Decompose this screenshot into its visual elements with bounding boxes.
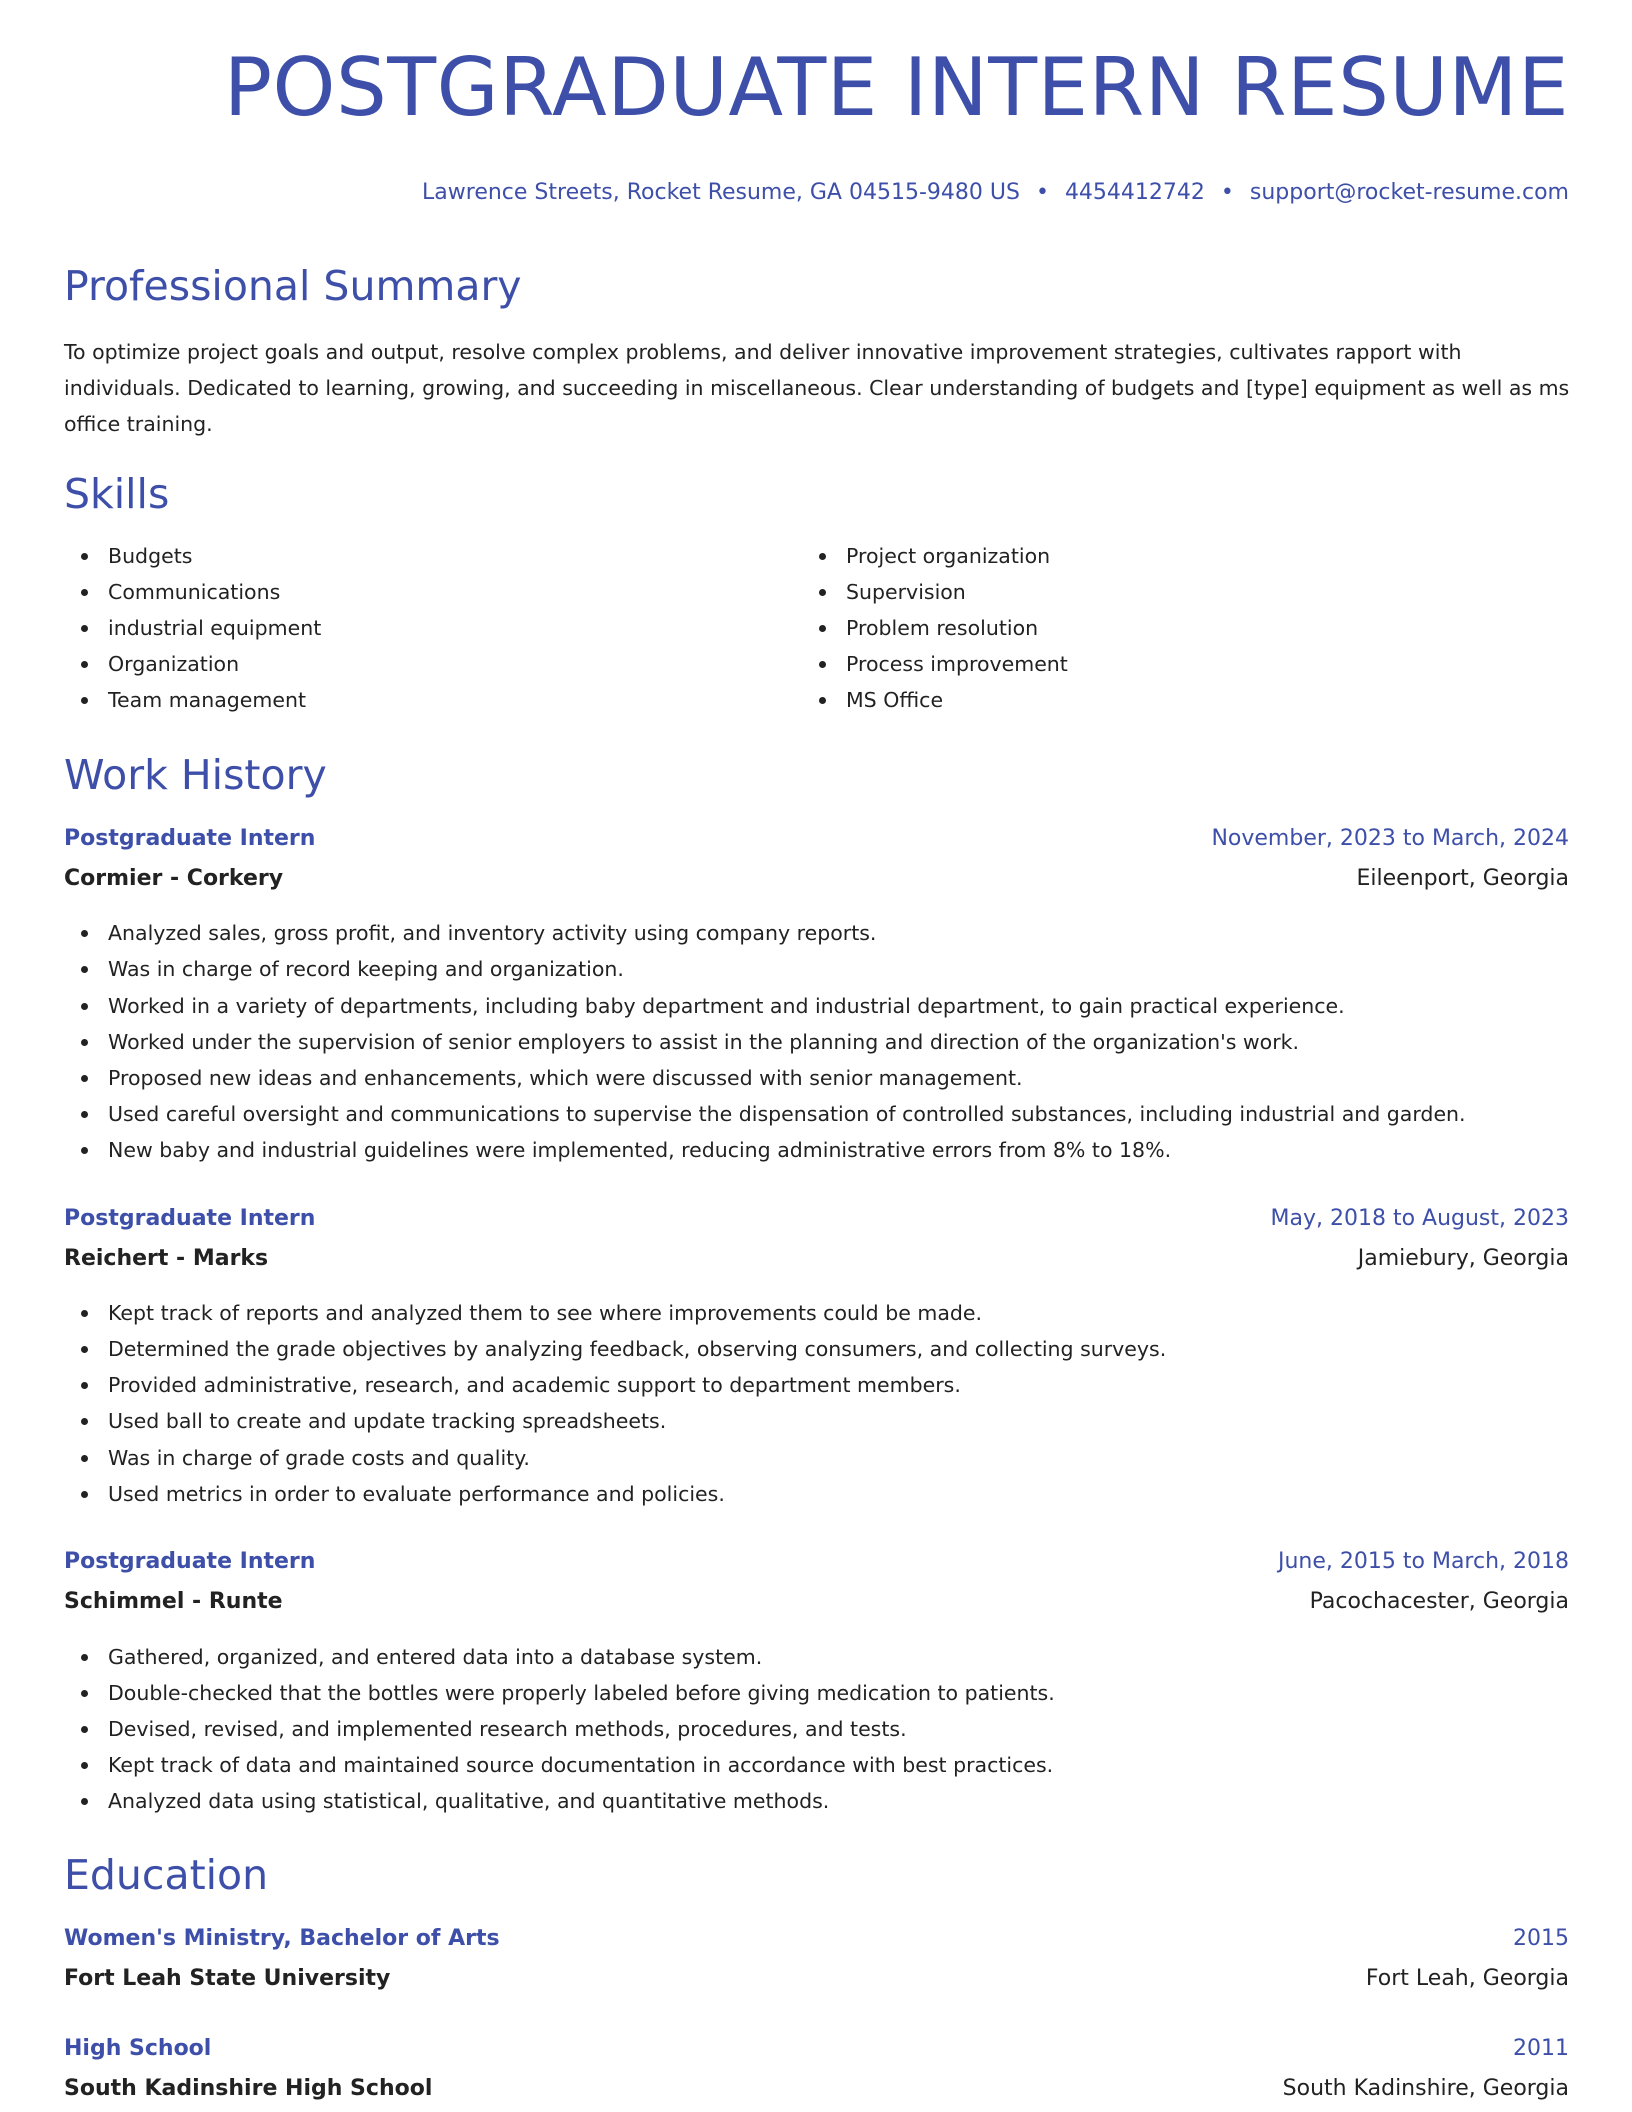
section-heading-work: Work History	[64, 751, 327, 799]
skill-item: industrial equipment	[64, 610, 321, 646]
duty-item: Was in charge of grade costs and quality.	[64, 1440, 530, 1476]
summary-text: To optimize project goals and output, resolve complex problems, and deliver innovative improvement strategies, cultivates rapport with individuals. Dedicated to learning, growing, and succeeding in miscellaneous. Clear understanding of budgets and [type] equipment as well as ms office training.	[64, 340, 1570, 436]
duty-item: Double-checked that the bottles were properly labeled before giving medication to patients.	[64, 1675, 1055, 1711]
duty-item: Gathered, organized, and entered data into a database system.	[64, 1639, 762, 1675]
skill-item: Organization	[64, 646, 239, 682]
job-location: Pacochacester, Georgia	[1309, 1589, 1569, 1614]
duty-item: Used careful oversight and communications to supervise the dispensation of controlled substances, including industrial and garden.	[64, 1096, 1466, 1132]
school-location: Fort Leah, Georgia	[1365, 1966, 1569, 1991]
address: Lawrence Streets, Rocket Resume, GA 04515-9480 US	[422, 180, 1020, 205]
job-dates: November, 2023 to March, 2024	[1211, 826, 1569, 851]
job-location: Eileenport, Georgia	[1356, 866, 1569, 891]
separator-dot: •	[1220, 180, 1234, 205]
skill-item: MS Office	[802, 682, 943, 718]
school-location: South Kadinshire, Georgia	[1282, 2076, 1569, 2101]
skill-item: Process improvement	[802, 646, 1068, 682]
school-name: Fort Leah State University	[64, 1966, 391, 1991]
duty-item: Proposed new ideas and enhancements, which were discussed with senior management.	[64, 1060, 1023, 1096]
graduation-year: 2015	[1513, 1926, 1569, 1951]
company-name: Reichert - Marks	[64, 1246, 269, 1271]
duty-item: Analyzed sales, gross profit, and inventory activity using company reports.	[64, 915, 876, 951]
duty-item: Analyzed data using statistical, qualitative, and quantitative methods.	[64, 1783, 829, 1819]
duty-item: Determined the grade objectives by analyzing feedback, observing consumers, and collecting surveys.	[64, 1331, 1166, 1367]
degree: Women's Ministry, Bachelor of Arts	[64, 1926, 500, 1951]
job-dates: May, 2018 to August, 2023	[1270, 1206, 1569, 1231]
duty-item: New baby and industrial guidelines were implemented, reducing administrative errors from 8% to 18%.	[64, 1132, 1171, 1168]
degree: High School	[64, 2036, 212, 2061]
section-heading-summary: Professional Summary	[64, 262, 522, 310]
duty-item: Kept track of reports and analyzed them to see where improvements could be made.	[64, 1295, 982, 1331]
duty-item: Worked in a variety of departments, including baby department and industrial department, to gain practical experience.	[64, 988, 1345, 1024]
section-heading-skills: Skills	[64, 470, 170, 518]
duty-item: Used metrics in order to evaluate performance and policies.	[64, 1476, 725, 1512]
skill-item: Problem resolution	[802, 610, 1038, 646]
section-heading-education: Education	[64, 1851, 269, 1899]
skill-item: Supervision	[802, 574, 966, 610]
duty-item: Was in charge of record keeping and organization.	[64, 951, 624, 987]
skill-item: Team management	[64, 682, 306, 718]
contact-line	[422, 180, 1569, 205]
job-title: Postgraduate Intern	[64, 1206, 316, 1231]
resume-title: POSTGRADUATE INTERN RESUME	[223, 41, 1569, 134]
phone: 4454412742	[1064, 180, 1205, 205]
skill-item: Project organization	[802, 538, 1050, 574]
separator-dot: •	[1035, 180, 1049, 205]
job-title: Postgraduate Intern	[64, 1549, 316, 1574]
duty-item: Provided administrative, research, and academic support to department members.	[64, 1367, 961, 1403]
duty-item: Kept track of data and maintained source documentation in accordance with best practices.	[64, 1747, 1053, 1783]
company-name: Cormier - Corkery	[64, 866, 284, 891]
skill-item: Budgets	[64, 538, 192, 574]
company-name: Schimmel - Runte	[64, 1589, 283, 1614]
skill-item: Communications	[64, 574, 280, 610]
job-location: Jamiebury, Georgia	[1357, 1246, 1569, 1271]
email[interactable]: support@rocket-resume.com	[1249, 180, 1569, 205]
duty-item: Used ball to create and update tracking spreadsheets.	[64, 1403, 666, 1439]
job-title: Postgraduate Intern	[64, 826, 316, 851]
duty-item: Devised, revised, and implemented research methods, procedures, and tests.	[64, 1711, 907, 1747]
job-dates: June, 2015 to March, 2018	[1278, 1549, 1569, 1574]
duty-item: Worked under the supervision of senior employers to assist in the planning and direction of the organization's work.	[64, 1024, 1299, 1060]
school-name: South Kadinshire High School	[64, 2076, 433, 2101]
graduation-year: 2011	[1513, 2036, 1569, 2061]
